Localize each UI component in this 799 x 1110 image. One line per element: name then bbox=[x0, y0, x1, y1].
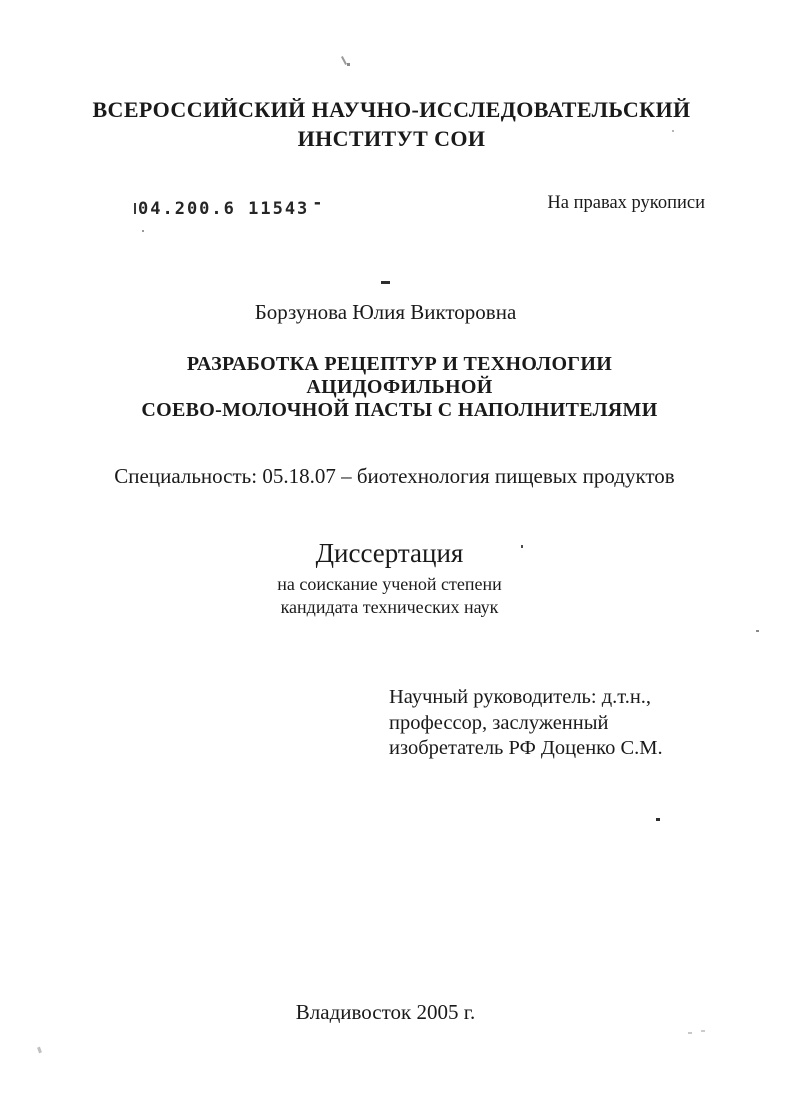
document-type-heading: Диссертация bbox=[315, 538, 464, 568]
scan-speck bbox=[134, 203, 136, 214]
stamp-dash: - bbox=[312, 193, 325, 213]
institute-line2: ИНСТИТУТ СОИ bbox=[297, 126, 486, 151]
scan-speck bbox=[341, 56, 347, 65]
title-line3: СОЕВО-МОЛОЧНОЙ ПАСТЫ С НАПОЛНИТЕЛЯМИ bbox=[141, 399, 658, 421]
supervisor-line1: Научный руководитель: д.т.н., bbox=[389, 686, 652, 708]
scan-speck bbox=[701, 1030, 705, 1032]
scan-speck bbox=[656, 818, 660, 821]
degree-line1: на соискание ученой степени bbox=[277, 574, 502, 594]
degree-line2: кандидата технических наук bbox=[280, 596, 499, 617]
stamp-number: 04.200.6 11543 bbox=[138, 199, 310, 219]
supervisor-line2: профессор, заслуженный bbox=[389, 711, 609, 734]
accession-stamp bbox=[138, 193, 325, 219]
scan-speck bbox=[381, 281, 390, 284]
supervisor-block bbox=[389, 685, 663, 762]
dissertation-title bbox=[0, 353, 799, 422]
scan-speck bbox=[37, 1047, 42, 1054]
city-year: Владивосток 2005 г. bbox=[295, 1000, 476, 1024]
institute-line1: ВСЕРОССИЙСКИЙ НАУЧНО-ИССЛЕДОВАТЕЛЬСКИЙ bbox=[92, 97, 691, 122]
manuscript-rights-note: На правах рукописи bbox=[547, 193, 705, 213]
scan-speck bbox=[756, 630, 759, 632]
scan-speck bbox=[688, 1032, 692, 1034]
degree-block bbox=[0, 573, 789, 618]
supervisor-line3: изобретатель РФ Доценко С.М. bbox=[389, 737, 663, 759]
institute-name bbox=[0, 95, 791, 153]
author-name: Борзунова Юлия Викторовна bbox=[254, 300, 517, 324]
specialty-line: Специальность: 05.18.07 – биотехнология пищевых продуктов bbox=[114, 464, 675, 488]
title-line2: АЦИДОФИЛЬНОЙ bbox=[306, 376, 493, 398]
scan-speck bbox=[347, 63, 350, 66]
title-line1: РАЗРАБОТКА РЕЦЕПТУР И ТЕХНОЛОГИИ bbox=[186, 353, 613, 375]
scan-speck bbox=[142, 230, 144, 232]
